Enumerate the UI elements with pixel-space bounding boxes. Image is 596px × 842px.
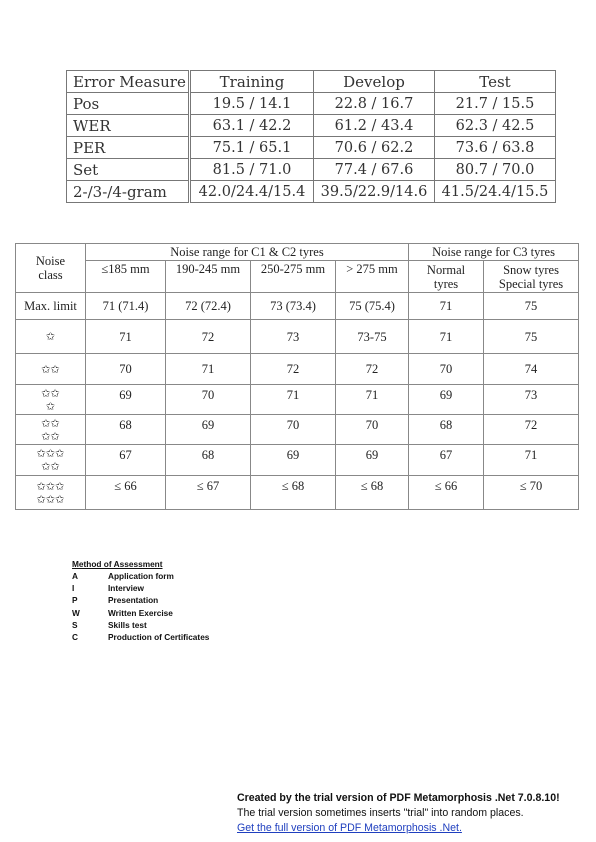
- header-noise-class-line: class: [38, 268, 63, 282]
- cell-training: 19.5 / 14.1: [190, 93, 314, 115]
- subheader-line: Normal: [426, 262, 466, 277]
- cell-develop: 39.5/22.9/14.6: [314, 181, 435, 203]
- star-line: ✩✩✩: [36, 479, 65, 493]
- list-item: [72, 582, 209, 594]
- table-subheader-row: [16, 261, 579, 293]
- table-row: [67, 181, 556, 203]
- value-cell: 70: [409, 354, 484, 385]
- star-line: ✩: [45, 399, 56, 413]
- value-cell: ≤ 66: [409, 476, 484, 510]
- value-cell: 70: [166, 385, 251, 415]
- table-row: [16, 415, 579, 445]
- value-cell: 71: [409, 320, 484, 354]
- value-cell: 71: [251, 385, 336, 415]
- value-cell: 68: [409, 415, 484, 445]
- value-cell: 69: [251, 445, 336, 476]
- subheader-normal-tyres: [409, 261, 484, 293]
- table-row: [67, 159, 556, 181]
- value-cell: 71: [166, 354, 251, 385]
- cell-develop: 61.2 / 43.4: [314, 115, 435, 137]
- value-cell: 69: [409, 385, 484, 415]
- method-code: A: [72, 571, 78, 581]
- value-cell: 67: [86, 445, 166, 476]
- value-cell: 72: [484, 415, 579, 445]
- table-row: [16, 445, 579, 476]
- header-noise-class: [16, 244, 86, 293]
- cell-test: 41.5/24.4/15.5: [435, 181, 556, 203]
- method-label: Written Exercise: [108, 607, 173, 618]
- noise-class-table: [15, 243, 579, 510]
- star-rating-icon: [16, 415, 86, 445]
- table-row: [16, 354, 579, 385]
- error-measure-table: [66, 70, 556, 203]
- subheader-185: ≤185 mm: [86, 261, 166, 293]
- method-of-assessment: [72, 559, 209, 643]
- subheader-line: Special tyres: [498, 276, 564, 291]
- table-row: [67, 93, 556, 115]
- star-line: ✩✩: [41, 416, 60, 430]
- value-cell: 71 (71.4): [86, 293, 166, 320]
- value-cell: 72: [336, 354, 409, 385]
- value-cell: 75: [484, 293, 579, 320]
- list-item: [72, 594, 209, 606]
- value-cell: 73: [484, 385, 579, 415]
- cell-test: 62.3 / 42.5: [435, 115, 556, 137]
- star-line: ✩✩✩: [36, 492, 65, 506]
- cell-test: 73.6 / 63.8: [435, 137, 556, 159]
- cell-test: 80.7 / 70.0: [435, 159, 556, 181]
- table-row: [16, 385, 579, 415]
- value-cell: 71: [484, 445, 579, 476]
- list-item: [72, 570, 209, 582]
- table-header-row: [16, 244, 579, 261]
- method-label: Production of Certificates: [108, 631, 210, 642]
- value-cell: 67: [409, 445, 484, 476]
- method-code: I: [72, 583, 75, 594]
- row-label: Pos: [67, 93, 190, 115]
- star-rating-icon: [16, 445, 86, 476]
- cell-training: 63.1 / 42.2: [190, 115, 314, 137]
- method-label: Presentation: [108, 595, 159, 606]
- value-cell: 72: [166, 320, 251, 354]
- value-cell: 75 (75.4): [336, 293, 409, 320]
- value-cell: 72 (72.4): [166, 293, 251, 320]
- method-label: Application form: [108, 571, 174, 581]
- subheader-190-245: 190-245 mm: [166, 261, 251, 293]
- list-item: [72, 619, 209, 631]
- method-code: P: [72, 595, 78, 606]
- cell-training: 75.1 / 65.1: [190, 137, 314, 159]
- value-cell: 70: [336, 415, 409, 445]
- star-rating-icon: ✩✩: [16, 354, 86, 385]
- header-training: Training: [190, 71, 314, 93]
- value-cell: 74: [484, 354, 579, 385]
- value-cell: 68: [166, 445, 251, 476]
- star-line: ✩✩: [41, 386, 60, 400]
- value-cell: 71: [409, 293, 484, 320]
- method-code: W: [72, 607, 80, 618]
- value-cell: ≤ 70: [484, 476, 579, 510]
- header-test: Test: [435, 71, 556, 93]
- subheader-line: tyres: [433, 276, 459, 291]
- trial-notice-title: Created by the trial version of PDF Metamorphosis .Net 7.0.8.10!: [237, 792, 560, 804]
- value-cell: 69: [166, 415, 251, 445]
- cell-develop: 70.6 / 62.2: [314, 137, 435, 159]
- value-cell: 75: [484, 320, 579, 354]
- star-rating-icon: ✩: [16, 320, 86, 354]
- method-code: S: [72, 619, 78, 630]
- star-line: ✩✩: [41, 429, 60, 443]
- full-version-link[interactable]: Get the full version of PDF Metamorphosis .Net.: [237, 822, 462, 834]
- row-label: PER: [67, 137, 190, 159]
- trial-notice-text: The trial version sometimes inserts "trial" into random places.: [237, 807, 524, 819]
- cell-develop: 77.4 / 67.6: [314, 159, 435, 181]
- value-cell: 71: [86, 320, 166, 354]
- value-cell: 69: [86, 385, 166, 415]
- value-cell: 69: [336, 445, 409, 476]
- header-develop: Develop: [314, 71, 435, 93]
- header-noise-class-line: Noise: [35, 254, 66, 268]
- noise-class-cell: Max. limit: [16, 293, 86, 320]
- star-line: ✩✩: [41, 460, 60, 473]
- table-header-row: [67, 71, 556, 93]
- star-line: ✩✩✩: [36, 447, 65, 460]
- table-row: [67, 115, 556, 137]
- header-error-measure: Error Measure: [67, 71, 190, 93]
- table-row: [16, 320, 579, 354]
- subheader-250-275: 250-275 mm: [251, 261, 336, 293]
- value-cell: 73-75: [336, 320, 409, 354]
- method-label: Interview: [108, 583, 144, 594]
- list-item: [72, 631, 209, 643]
- cell-develop: 22.8 / 16.7: [314, 93, 435, 115]
- trial-notice: [237, 791, 560, 836]
- value-cell: ≤ 67: [166, 476, 251, 510]
- method-label: Skills test: [108, 619, 147, 630]
- row-label: Set: [67, 159, 190, 181]
- cell-test: 21.7 / 15.5: [435, 93, 556, 115]
- value-cell: 73: [251, 320, 336, 354]
- star-rating-icon: [16, 385, 86, 415]
- value-cell: 68: [86, 415, 166, 445]
- table-row: [16, 476, 579, 510]
- method-code: C: [72, 631, 78, 642]
- value-cell: ≤ 68: [336, 476, 409, 510]
- list-item: [72, 607, 209, 619]
- cell-training: 81.5 / 71.0: [190, 159, 314, 181]
- subheader-275-plus: > 275 mm: [336, 261, 409, 293]
- row-label: WER: [67, 115, 190, 137]
- header-c1c2-range: Noise range for C1 & C2 tyres: [86, 244, 409, 261]
- value-cell: ≤ 66: [86, 476, 166, 510]
- subheader-line: Snow tyres: [503, 262, 559, 277]
- cell-training: 42.0/24.4/15.4: [190, 181, 314, 203]
- table-row: [67, 137, 556, 159]
- value-cell: 73 (73.4): [251, 293, 336, 320]
- value-cell: 72: [251, 354, 336, 385]
- value-cell: ≤ 68: [251, 476, 336, 510]
- table-row: [16, 293, 579, 320]
- subheader-snow-special-tyres: [484, 261, 579, 293]
- method-title: Method of Assessment: [72, 559, 163, 569]
- value-cell: 71: [336, 385, 409, 415]
- row-label: 2-/3-/4-gram: [67, 181, 190, 203]
- value-cell: 70: [251, 415, 336, 445]
- star-rating-icon: [16, 476, 86, 510]
- header-c3-range: Noise range for C3 tyres: [409, 244, 579, 261]
- value-cell: 70: [86, 354, 166, 385]
